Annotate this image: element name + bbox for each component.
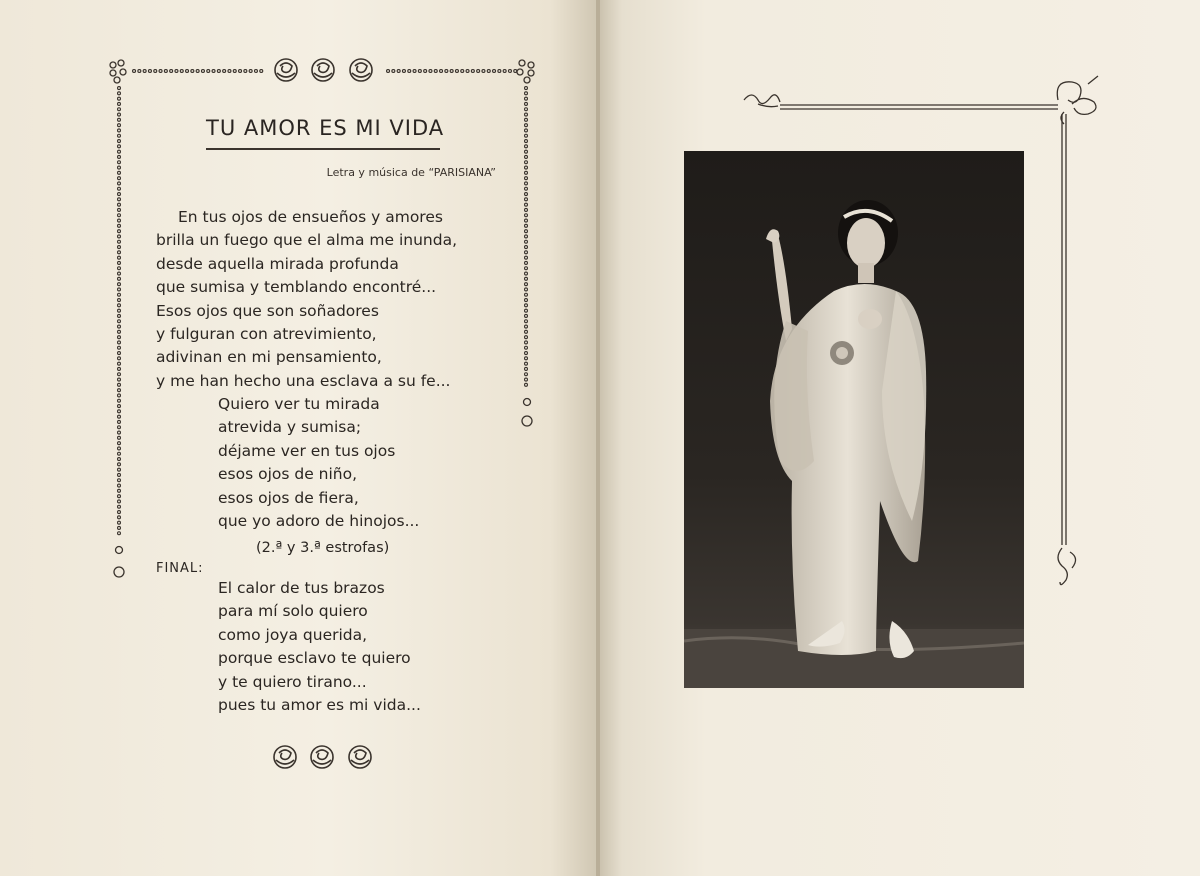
stanza-line: adivinan en mi pensamiento, xyxy=(156,348,382,367)
stanza-line: desde aquella mirada profunda xyxy=(156,254,399,273)
song-title: TU AMOR ES MI VIDA xyxy=(206,114,440,150)
refrain-line: atrevida y sumisa; xyxy=(218,418,362,437)
stanza-line: y fulguran con atrevimiento, xyxy=(156,324,377,343)
estrofas-note: (2.ª y 3.ª estrofas) xyxy=(256,540,390,556)
stanza-line: Esos ojos que son soñadores xyxy=(156,301,379,320)
portrait-photograph xyxy=(684,151,1024,688)
final-line: como joya querida, xyxy=(218,625,368,644)
stanza-line: En tus ojos de ensueños y amores xyxy=(178,208,443,226)
refrain-line: Quiero ver tu mirada xyxy=(218,395,380,413)
refrain-line: esos ojos de fiera, xyxy=(218,488,359,507)
final-line: para mí solo quiero xyxy=(218,602,368,621)
stanza-line: y me han hecho una esclava a su fe... xyxy=(156,371,451,390)
refrain-line: que yo adoro de hinojos... xyxy=(218,511,420,530)
refrain-line: déjame ver en tus ojos xyxy=(218,441,396,460)
final-line: El calor de tus brazos xyxy=(218,579,385,597)
woman-figure-illustration xyxy=(684,151,1024,688)
final-line: porque esclavo te quiero xyxy=(218,649,411,668)
song-credit: Letra y música de “PARISIANA” xyxy=(326,166,496,179)
refrain xyxy=(218,393,419,533)
final-label: FINAL: xyxy=(156,561,204,576)
final-line: pues tu amor es mi vida... xyxy=(218,695,421,714)
refrain-line: esos ojos de niño, xyxy=(218,465,358,484)
stanza xyxy=(156,206,457,393)
stanza-line: brilla un fuego que el alma me inunda, xyxy=(156,231,458,250)
stanza-line: que sumisa y temblando encontré... xyxy=(156,278,437,297)
final-verse xyxy=(218,577,421,717)
final-line: y te quiero tirano... xyxy=(218,672,367,691)
